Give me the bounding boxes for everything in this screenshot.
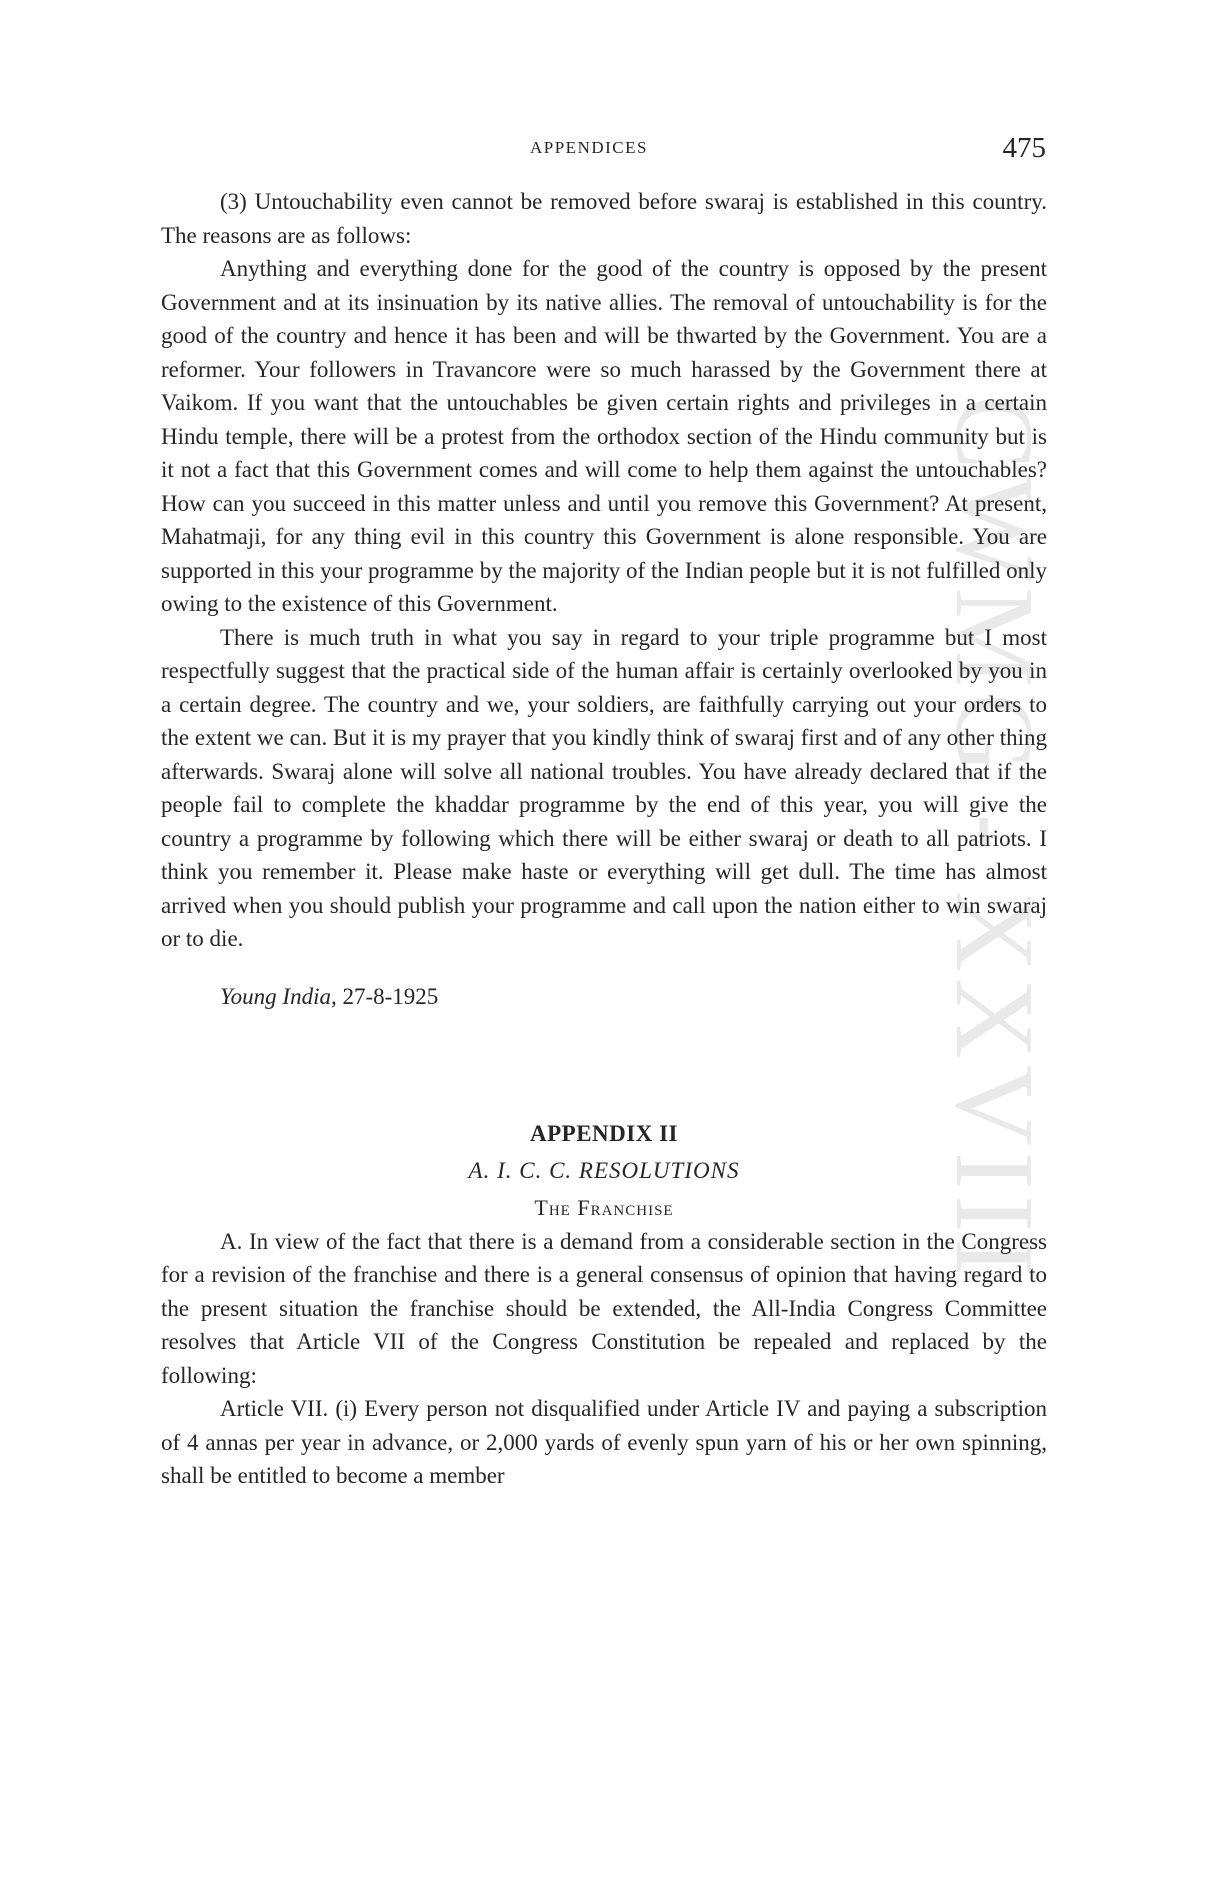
source-date: , 27-8-1925 xyxy=(330,983,439,1009)
paragraph-government: Anything and everything done for the good of the country is opposed by the present Government and at its insinuation by its native allies. The removal of untouchability is for the good of the country and hence it has been and will be thwarted by the Government. You are a reformer. Your followers in Travancore were so much harassed by the Government there at Vaikom. If you want that the untouchables be given certain rights and privileges in a certain Hindu temple, there will be a protest from the orthodox section of the Hindu community but is it not a fact that this Government comes and will come to help them against the untouchables? How can you succeed in this matter unless and until you remove this Government? At present, Mahatmaji, for any thing evil in this country this Government is alone responsible. You are supported in this your programme by the majority of the Indian people but it is not fulfilled only owing to the existence of this Government. xyxy=(161,256,1047,616)
paragraph-franchise-a: A. In view of the fact that there is a demand from a considerable section in the Congress for a revision of the franchise and there is a general consensus of opinion that having regard to the present situation the franchise should be extended, the All-India Congress Committee resolves that Article VII of the Congress Constitution be repealed and replaced by the following: xyxy=(161,1228,1047,1388)
paragraph-triple-programme: There is much truth in what you say in regard to your triple programme but I most respectfully suggest that the practical side of the human affair is certainly overlooked by you in a certain degree. The country and we, your soldiers, are faithfully carrying out your orders to the extent we can. But it is my prayer that you kindly think of swaraj first and of any other thing afterwards. Swaraj alone will solve all national troubles. You have already declared that if the people fail to complete the khaddar programme by the end of this year, you will give the country a programme by following which there will be either swaraj or death to all patriots. I think you remember it. Please make haste or everything will get dull. The time has almost arrived when you should publish your programme and call upon the nation either to win swaraj or to die. xyxy=(161,624,1047,951)
running-head xyxy=(0,132,1229,176)
appendix-subtitle: A. I. C. C. RESOLUTIONS xyxy=(468,1157,740,1183)
appendix-heading: APPENDIX II xyxy=(530,1121,678,1146)
running-title: APPENDICES xyxy=(530,138,648,157)
source-title: Young India xyxy=(220,983,331,1009)
source-citation xyxy=(161,980,1047,1014)
page-number: 475 xyxy=(1002,132,1046,164)
paragraph-untouchability: (3) Untouchability even cannot be removed before swaraj is established in this country. The reasons are as follows: xyxy=(161,189,1047,248)
paragraph-article-vii: Article VII. (i) Every person not disqualified under Article IV and paying a subscription of 4 annas per year in advance, or 2,000 yards of evenly spun yarn of his or her own spinning, shall be entitled to become a member xyxy=(161,1396,1047,1488)
page-body xyxy=(161,185,1047,1493)
section-heading: The Franchise xyxy=(534,1195,674,1220)
watermark-text: CWMG - XXVIII xyxy=(932,395,1056,1282)
